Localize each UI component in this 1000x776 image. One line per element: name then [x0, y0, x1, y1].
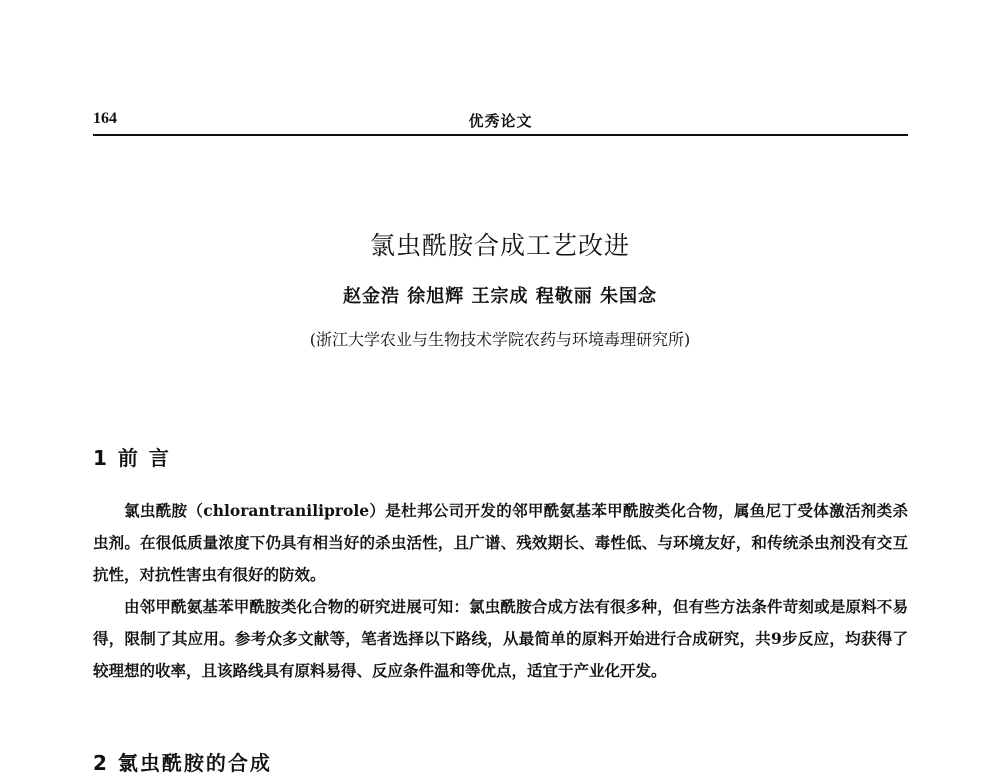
paragraph: 氯虫酰胺（chlorantraniliprole）是杜邦公司开发的邻甲酰氨基苯甲酰胺类化合物，属鱼尼丁受体激活剂类杀虫剂。在很低质量浓度下仍具有相当好的杀虫活性，且广谱、残效期长、毒性低、与环境友好，和传统杀虫剂没有交互抗性，对抗性害虫有很好的防效。 [93, 501, 908, 584]
paragraph: 由邻甲酰氨基苯甲酰胺类化合物的研究进展可知：氯虫酰胺合成方法有很多种，但有些方法条件苛刻或是原料不易得，限制了其应用。参考众多文献等，笔者选择以下路线，从最简单的原料开始进行合成研究，共9步反应，均获得了较理想的收率，且该路线具有原料易得、反应条件温和等优点，适宜于产业化开发。 [93, 597, 908, 680]
section-heading-introduction: 1 前 言 [93, 446, 171, 470]
introduction-body [93, 495, 908, 687]
article-affiliation: (浙江大学农业与生物技术学院农药与环境毒理研究所) [309, 330, 691, 349]
section-heading-synthesis: 2 氯虫酰胺的合成 [93, 751, 272, 775]
running-head: 优秀论文 [468, 112, 533, 130]
article-authors: 赵金浩 徐旭辉 王宗成 程敬丽 朱国念 [342, 286, 658, 307]
article-title: 氯虫酰胺合成工艺改进 [369, 231, 630, 260]
page-number: 164 [93, 110, 117, 127]
page-header [93, 110, 908, 136]
